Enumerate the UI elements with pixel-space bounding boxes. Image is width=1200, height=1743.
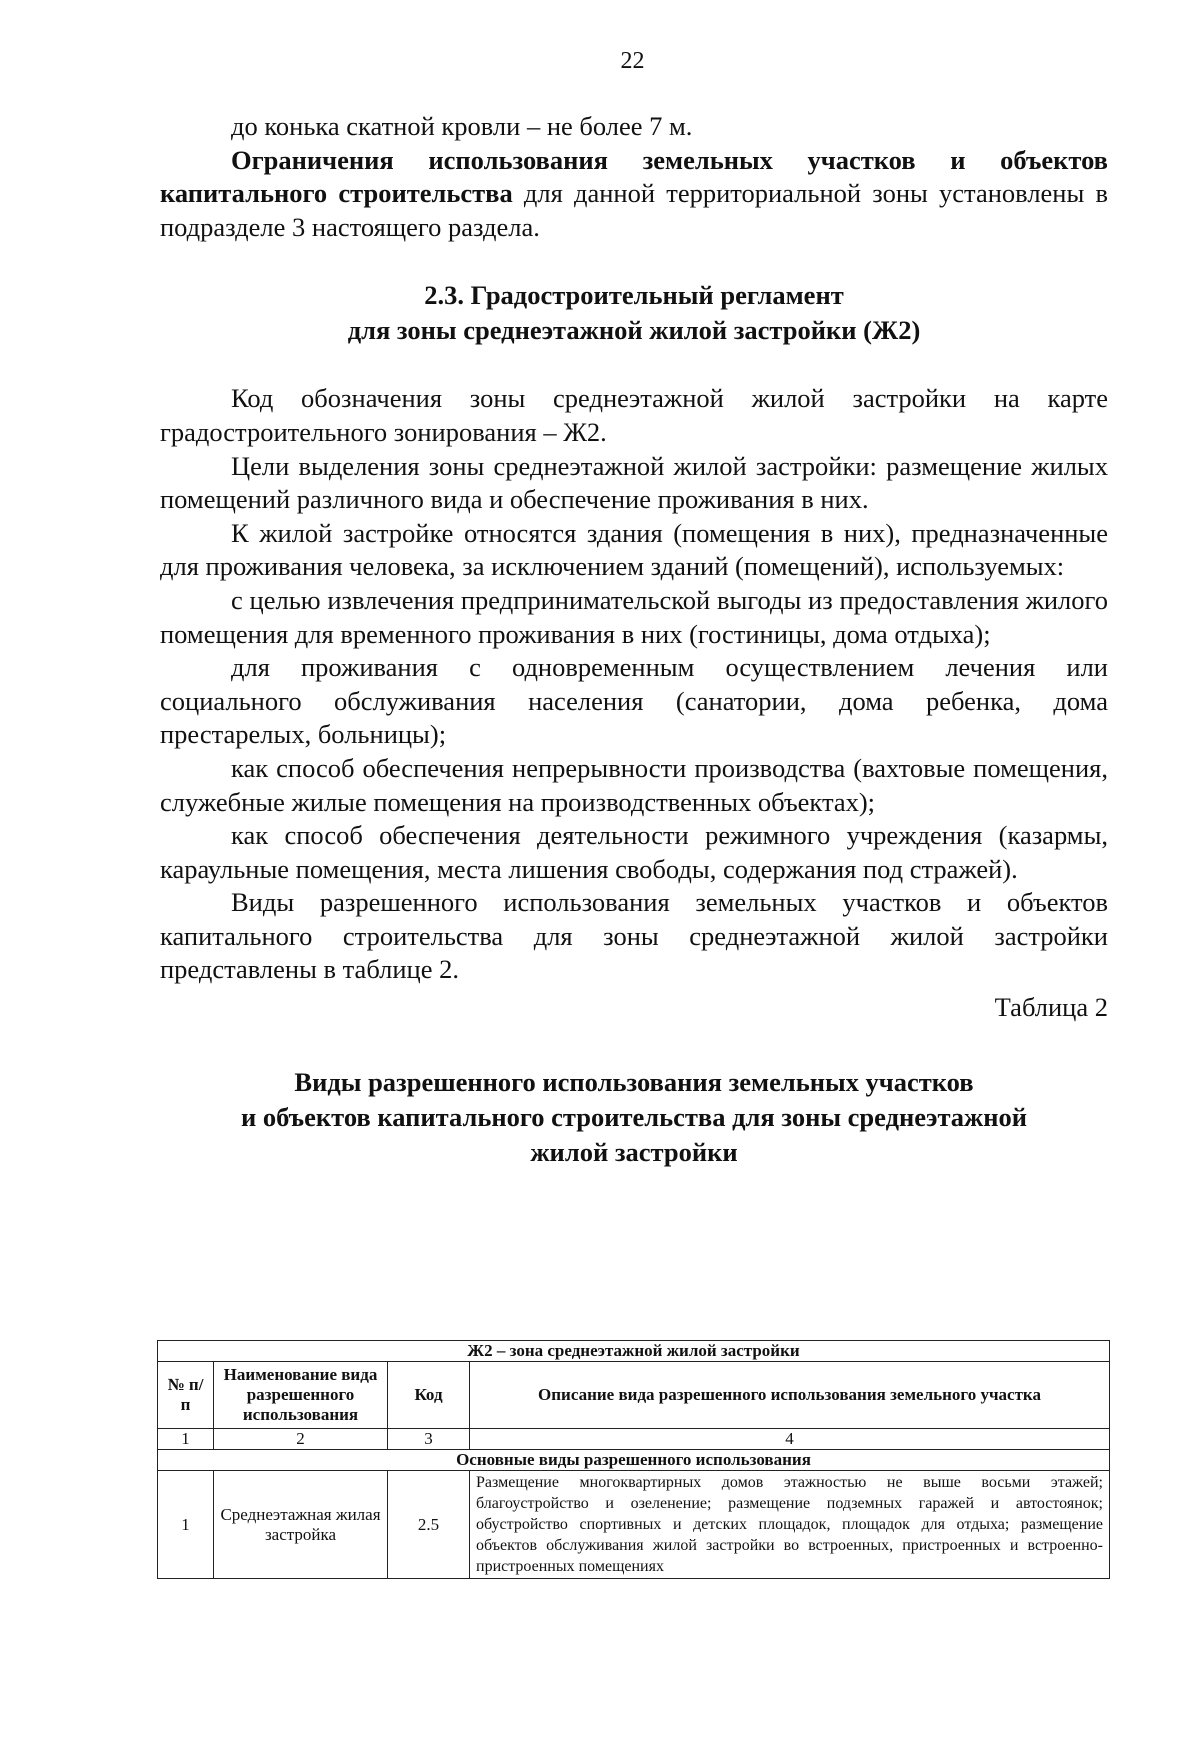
table-number: Таблица 2 [994,992,1108,1023]
col-number-3: 3 [388,1429,470,1450]
group-header-cell: Основные виды разрешенного использования [158,1450,1110,1471]
permitted-uses-table [157,1340,1110,1579]
table-group-header-row [158,1450,1110,1471]
col-header-code: Код [388,1362,470,1429]
paragraph-hotels: с целью извлечения предпринимательской выгоды из предоставления жилого помещения для временного проживания в них (гостиницы, дома отдыха); [160,584,1108,649]
table-title-line-3: жилой застройки [530,1136,738,1167]
col-header-number: № п/п [158,1362,214,1429]
table-column-number-row [158,1429,1110,1450]
restrictions-text: для данной территориальной зоны установлены в подразделе 3 настоящего раздела. [160,178,1108,242]
section-title [160,278,1108,348]
page-number: 22 [620,48,645,74]
restrictions-bold-text: Ограничения использования земельных участков и объектов капитального строительства [160,144,1108,209]
col-number-2: 2 [214,1429,388,1450]
row-code-cell: 2.5 [388,1471,470,1579]
section-title-line-1: 2.3. Градостроительный регламент [424,280,844,311]
col-number-1: 1 [158,1429,214,1450]
row-description-cell: Размещение многоквартирных домов этажностью не выше восьми этажей; благоустройство и озеленение; размещение подземных гаражей и автостоянок; обустройство спортивных и детских площадок, площадок для отдыха; размещение объектов обслуживания жилой застройки во встроенных, пристроенных и встроенно-пристроенных помещениях [470,1471,1110,1579]
paragraph-shift-housing: как способ обеспечения непрерывности производства (вахтовые помещения, служебные жилые помещения на производственных объектах); [160,752,1108,817]
col-header-description: Описание вида разрешенного использования земельного участка [470,1362,1110,1429]
table-title [160,1065,1108,1170]
paragraph-residential-definition: К жилой застройке относятся здания (помещения в них), предназначенные для проживания человека, за исключением зданий (помещений), используемых: [160,517,1108,582]
paragraph-sanatoriums: для проживания с одновременным осуществлением лечения или социального обслуживания населения (санатории, дома ребенка, дома престарелых, больницы); [160,652,1108,750]
paragraph-zone-code: Код обозначения зоны среднеэтажной жилой застройки на карте градостроительного зонирования – Ж2. [160,383,1108,447]
zone-header-cell: Ж2 – зона среднеэтажной жилой застройки [158,1341,1110,1362]
row-name-cell: Среднеэтажная жилая застройка [214,1471,388,1579]
table-title-line-1: Виды разрешенного использования земельных участков [294,1066,974,1097]
paragraph-custodial: как способ обеспечения деятельности режимного учреждения (казармы, караульные помещения, места лишения свободы, содержания под стражей). [160,820,1108,884]
paragraph-restrictions [160,144,1108,245]
table-zone-header-row [158,1341,1110,1362]
table-row [158,1471,1110,1579]
paragraph-roof-height: до конька скатной кровли – не более 7 м. [231,111,693,141]
col-header-name: Наименование вида разрешенного использования [214,1362,388,1429]
row-number-cell: 1 [158,1471,214,1579]
section-title-line-2: для зоны среднеэтажной жилой застройки (Ж2) [347,315,921,346]
paragraph-zone-goals: Цели выделения зоны среднеэтажной жилой застройки: размещение жилых помещений различного вида и обеспечение проживания в них. [160,450,1108,515]
table-title-line-2: и объектов капитального строительства для зоны среднеэтажной [240,1101,1028,1132]
col-number-4: 4 [470,1429,1110,1450]
paragraph-permitted-uses: Виды разрешенного использования земельных участков и объектов капитального строительства для зоны среднеэтажной жилой застройки представлены в таблице 2. [160,887,1108,985]
document-body [160,110,1108,1170]
table-column-header-row [158,1362,1110,1429]
